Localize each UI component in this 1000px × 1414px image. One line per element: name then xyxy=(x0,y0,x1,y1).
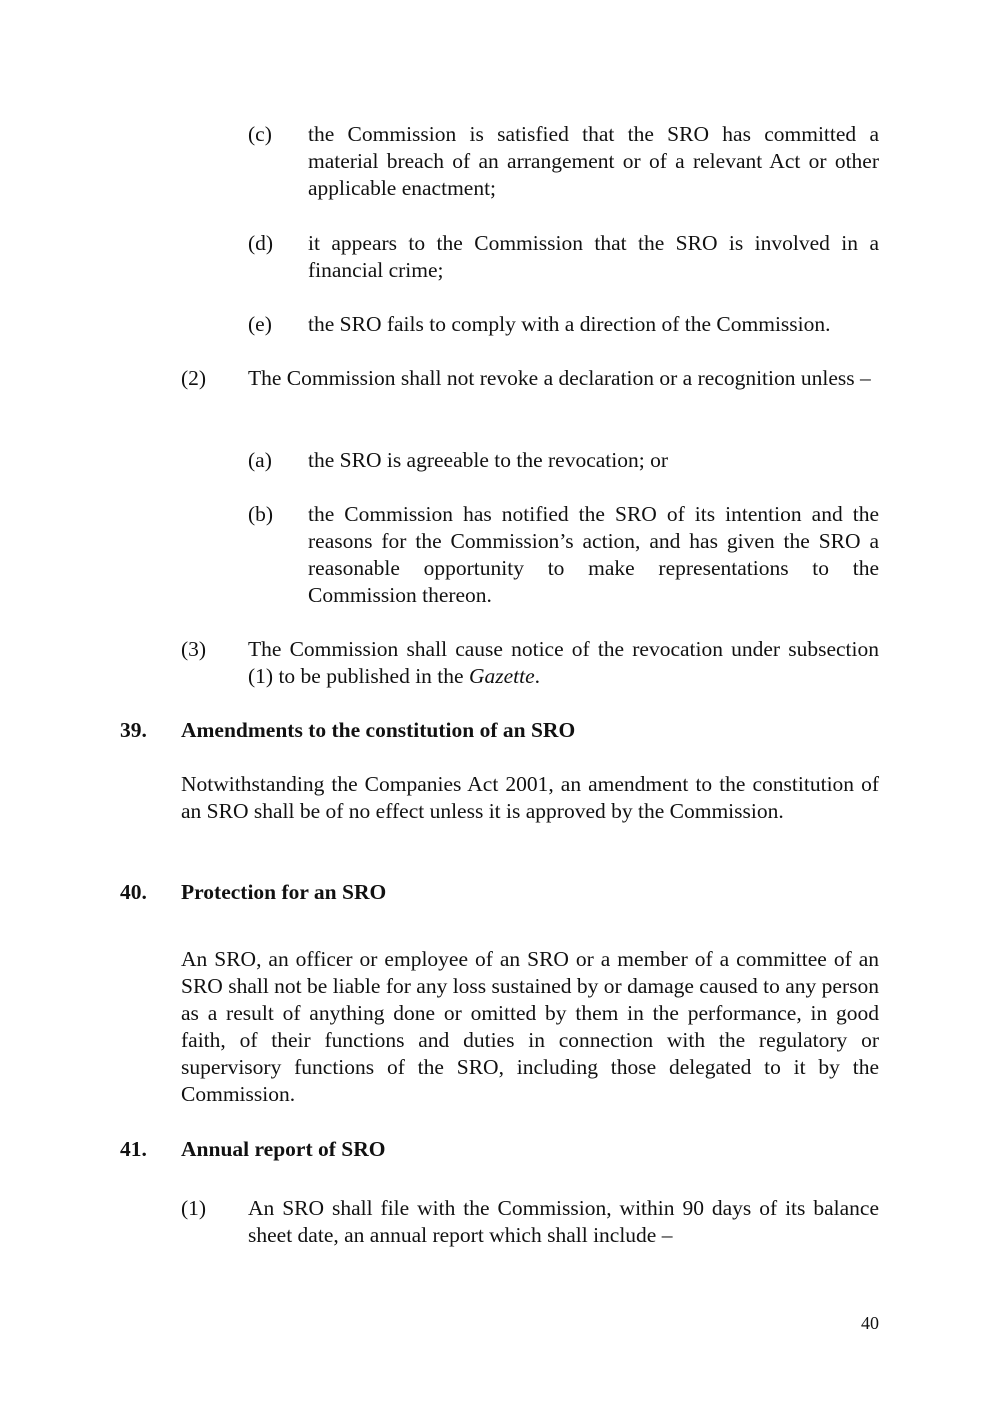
item-e-text: the SRO fails to comply with a direction of the Commission. xyxy=(308,312,831,336)
subsection-label-2: (2) xyxy=(181,366,207,390)
subsection-label-3: (3) xyxy=(181,637,207,661)
item-label-e: (e) xyxy=(248,312,272,336)
section-39-number: 39. xyxy=(120,718,147,742)
item-label-b: (b) xyxy=(248,502,274,526)
section-39-body: Notwithstanding the Companies Act 2001, an amendment to the constitution of an SRO shall be of no effect unless it is approved by the Commission. xyxy=(181,772,879,823)
section-41-subsection-label-1: (1) xyxy=(181,1196,207,1220)
item-d-text: it appears to the Commission that the SRO is involved in a financial crime; xyxy=(308,231,879,282)
item-label-c: (c) xyxy=(248,122,272,146)
subsection-2-text: The Commission shall not revoke a declaration or a recognition unless – xyxy=(248,366,871,390)
item-a-text: the SRO is agreeable to the revocation; or xyxy=(308,448,669,472)
section-39-title: Amendments to the constitution of an SRO xyxy=(181,718,576,742)
page-number: 40 xyxy=(861,1313,879,1333)
section-41-title: Annual report of SRO xyxy=(181,1137,386,1161)
section-40-title: Protection for an SRO xyxy=(181,880,387,904)
item-b-text: the Commission has notified the SRO of its intention and the reasons for the Commission’s action, and has given the SRO a reasonable opportunity to make representations to the Commission thereon. xyxy=(308,502,879,607)
subsection-3-text-end: . xyxy=(534,664,540,688)
section-41-number: 41. xyxy=(120,1137,147,1161)
section-40-number: 40. xyxy=(120,880,147,904)
subsection-3-text xyxy=(248,636,879,690)
section-40-body: An SRO, an officer or employee of an SRO or a member of a committee of an SRO shall not be liable for any loss sustained by or damage caused to any person as a result of anything done or omitted by them in the performance, in good faith, of their functions and duties in connection with the regulatory or supervisory functions of the SRO, including those delegated to it by the Commission. xyxy=(181,947,880,1106)
item-c-text: the Commission is satisfied that the SRO has committed a material breach of an arrangement or of a relevant Act or other applicable enactment; xyxy=(308,122,879,200)
item-label-a: (a) xyxy=(248,448,272,472)
subsection-3-text-main: The Commission shall cause notice of the revocation under subsection (1) to be published in the xyxy=(248,637,879,688)
section-41-subsection-1-text: An SRO shall file with the Commission, within 90 days of its balance sheet date, an annual report which shall include – xyxy=(248,1196,879,1247)
gazette-italic: Gazette xyxy=(468,664,535,688)
item-label-d: (d) xyxy=(248,231,274,255)
